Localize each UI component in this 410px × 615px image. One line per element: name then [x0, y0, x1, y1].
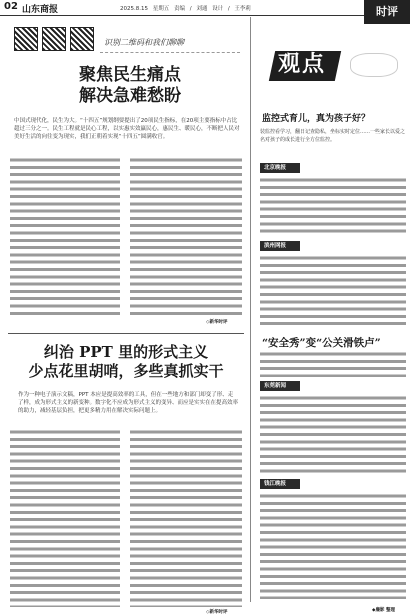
article1-lead: 中国式现代化，民生为大。“十四五”规划纲要提出了20项民生指标，在20项主要指标中占比超过三分之一。民生工程就是民心工程，以实惠实效赢民心，惠民生、暖民心，不断把人民对美好生活的向往变为现实，我们正朝着实现“十四五”圆满收官。 — [14, 118, 240, 140]
opinion-headline1: 监控式育儿，真为孩子好？ — [262, 114, 371, 124]
article1-title-line2: 解决急难愁盼 — [79, 86, 181, 106]
logo-text: 观点 — [278, 51, 327, 77]
opinion-body-1 — [260, 177, 406, 237]
article2-body-col2 — [130, 429, 242, 607]
opinion-headline2: “安全秀”变“公关滑铁卢” — [262, 337, 381, 349]
article2-byline: ◇新华时评 — [206, 610, 228, 615]
page-header — [0, 0, 410, 16]
article1-body-col1 — [10, 157, 120, 317]
article-divider — [8, 333, 244, 334]
article1-headline — [40, 65, 220, 107]
source-label: 北京晚报 — [260, 163, 300, 173]
newspaper-name: 山东商报 — [22, 5, 59, 15]
article1-byline: ◇新华时评 — [206, 320, 228, 325]
source-label: 钱江晚报 — [260, 479, 300, 489]
qr-slogan: 识别二维码和我们聊聊 — [104, 38, 184, 47]
qr-code-icon[interactable] — [42, 27, 66, 51]
opinion-logo — [272, 47, 342, 85]
article2-title-line1: 纠治 PPT 里的形式主义 — [43, 343, 209, 361]
opinion-body-3 — [260, 351, 406, 377]
article2-title-line2: 少点花里胡哨，多些真抓实干 — [28, 362, 224, 380]
opinion-body-4 — [260, 395, 406, 475]
opinion-body-2 — [260, 255, 406, 329]
article1-title-line1: 聚焦民生痛点 — [79, 65, 181, 85]
article2-headline — [10, 343, 242, 381]
opinion-body-5 — [260, 493, 406, 599]
page-number: 02 — [4, 1, 18, 12]
article2-lead: 作为一种电子演示文稿，PPT 本应是提高效率的工具，但在一些地方和部门却变了形、走了样，成为形式主义的新变种。数字化不应成为形式主义的变异、而应是实实在在提高效率的助力，减轻基层负担，把更多精力用在解决实际问题上。 — [18, 392, 239, 414]
article1-body-col2 — [130, 157, 242, 317]
source-label: 滨州网报 — [260, 241, 300, 251]
decorative-divider — [100, 52, 240, 56]
article2-body-col1 — [10, 429, 120, 607]
qr-code-icon[interactable] — [14, 27, 38, 51]
logo-decoration — [350, 53, 398, 77]
issue-meta: 2025.8.15 星期五 责编 / 刘通 设计 / 王李莉 — [120, 6, 251, 12]
qr-code-icon[interactable] — [70, 27, 94, 51]
right-column — [254, 17, 410, 613]
column-rule — [250, 17, 251, 602]
section-tab: 时评 — [364, 0, 410, 24]
source-label: 东莞新闻 — [260, 381, 300, 391]
opinion-lead: 装监控看学习，翻日记查隐私，坐标实时定位……一些家长以爱之名对孩子的成长进行全方位监控。 — [260, 129, 406, 143]
left-column — [0, 17, 250, 615]
opinion-byline: ◆廉影 整理 — [372, 608, 396, 613]
